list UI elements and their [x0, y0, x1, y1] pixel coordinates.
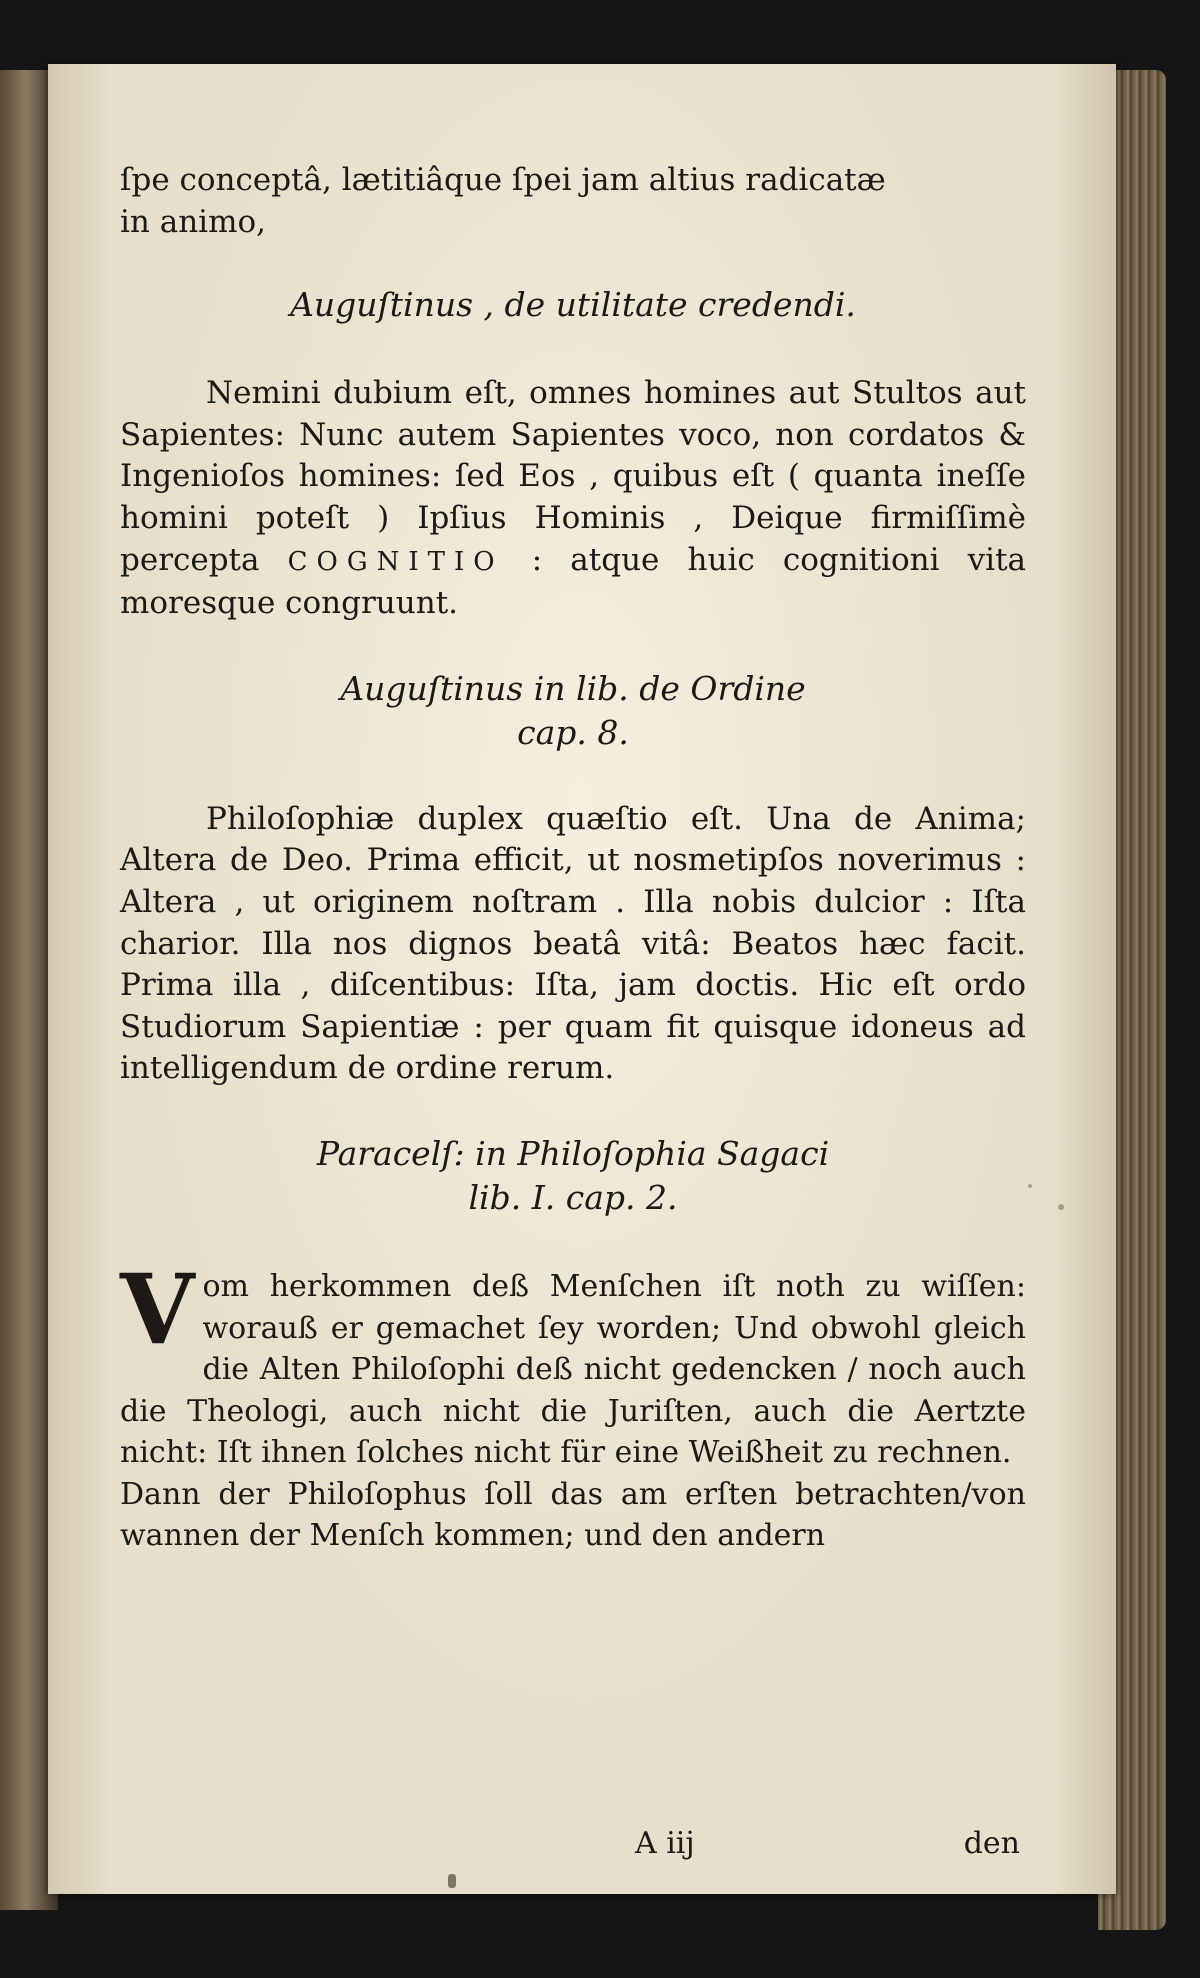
cognitio-spaced-caps: COGNITIO — [287, 546, 504, 577]
page-text — [120, 160, 1026, 1557]
catchword: den — [963, 1826, 1020, 1861]
ink-speck — [1058, 1204, 1064, 1210]
intro-paragraph — [120, 160, 1026, 243]
ink-speck — [1028, 1184, 1032, 1188]
section-heading-paracelsus: Paracelſ: in Philoſophia Sagaci lib. I. cap. 2. — [316, 1133, 830, 1217]
section-body-augustinus-ordine: Philoſophiæ duplex quæſtio eſt. Una de Anima; Altera de Deo. Prima efficit, ut nosmetipſos noverimus : Altera , ut originem noſtram . Illa nobis dulcior : Iſta charior. Illa nos dignos beatâ vitâ: Beatos hæc facit. Prima illa , diſcentibus: Iſta, jam doctis. Hic eſt ordo Studiorum Sapientiæ : per quam fit quisque idoneus ad intelligendum de ordine rerum. — [120, 800, 1026, 1087]
drop-capital: V — [120, 1252, 195, 1366]
ink-speck — [448, 1874, 456, 1888]
section-heading-augustinus-ordine: Auguſtinus in lib. de Ordine cap. 8. — [340, 668, 806, 752]
intro-line-1: ſpe conceptâ, lætitiâque ſpei jam altius radicatæ — [120, 162, 886, 198]
section-heading-augustinus-utilitate: Auguſtinus , de utilitate credendi. — [290, 285, 856, 325]
section-body-paracelsus-continued: Dann der Philoſophus ſoll das am erſten betrachten/von wannen der Menſch kommen; und den andern — [120, 1476, 1026, 1554]
book-page — [48, 64, 1116, 1894]
signature-mark: A iij — [635, 1826, 695, 1861]
section-body-paracelsus: V om herkommen deß Menſchen iſt noth zu wiſſen: worauß er gemachet ſey worden; Und obwohl gleich die Alten Philoſophi deß nicht gedencken / noch auch die Theologi, auch nicht die Juriſten, auch die Aertzte nicht: Iſt ihnen ſolches nicht für eine Weißheit zu rechnen. — [120, 1252, 1026, 1471]
intro-line-2: in animo, — [120, 203, 267, 240]
section-body-augustinus-utilitate: Nemini dubium eſt, omnes homines aut Stultos aut Sapientes: Nunc autem Sapientes voco, non cordatos & Ingenioſos homines: ſed Eos , quibus eſt ( quanta ineſſe homini poteſt ) Ipſius Hominis , Deique firmiſſimè percepta COGNITIO : atque huic cognitioni vita moresque congruunt. — [120, 375, 1027, 622]
